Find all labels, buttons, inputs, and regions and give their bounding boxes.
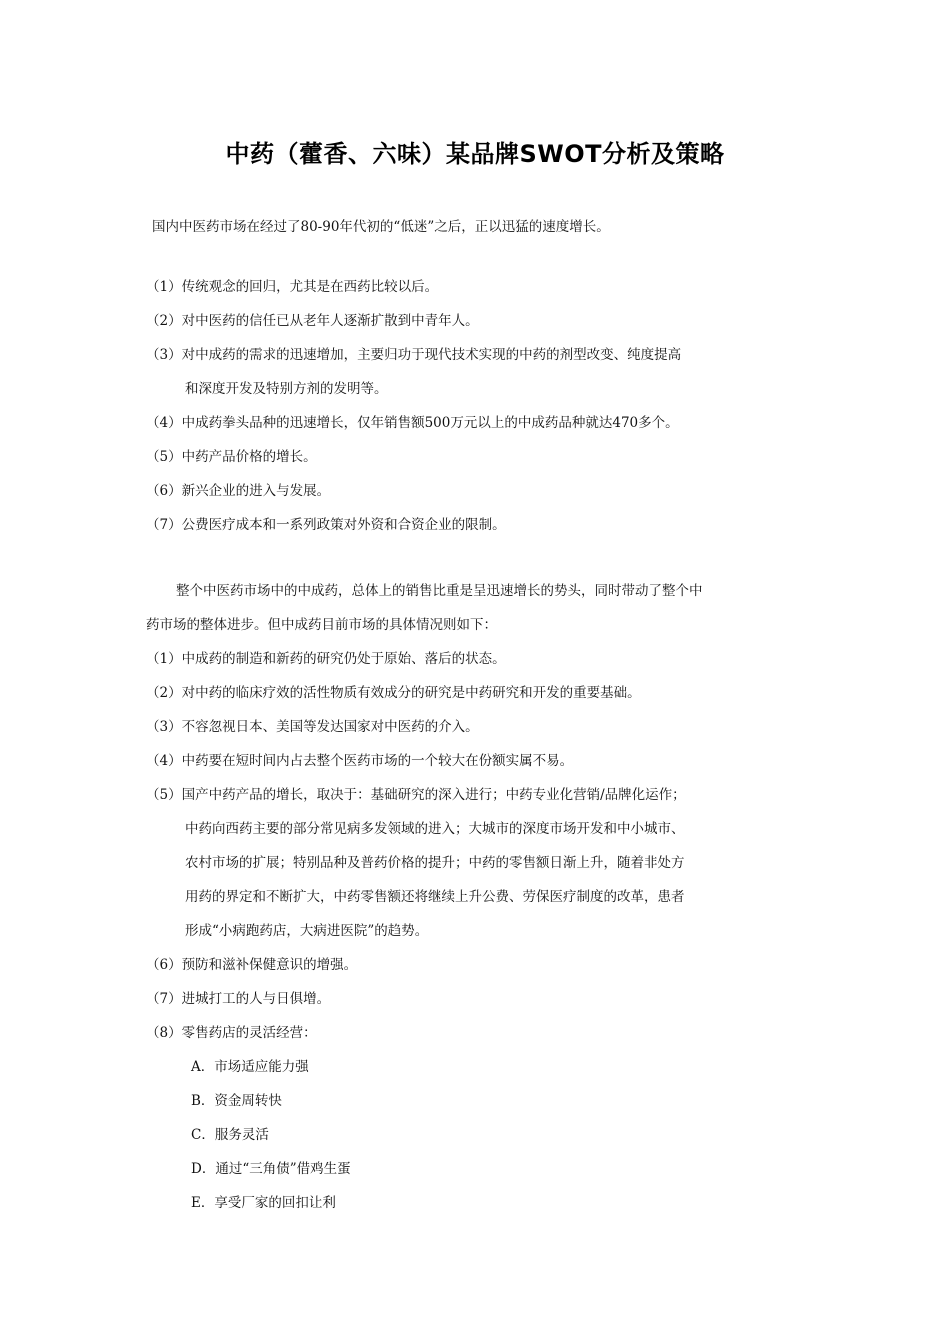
list-item: （3）不容忽视日本、美国等发达国家对中医药的介入。	[146, 719, 479, 735]
sub-list-item: D．通过“三角债”借鸡生蛋	[191, 1161, 351, 1177]
list-item: （3）对中成药的需求的迅速增加，主要归功于现代技术实现的中药的剂型改变、纯度提高	[146, 347, 682, 363]
paragraph-line: 药市场的整体进步。但中成药目前市场的具体情况则如下：	[146, 617, 497, 633]
sub-list-item: C．服务灵活	[191, 1127, 269, 1143]
continuation-text: 用药的界定和不断扩大，中药零售额还将继续上升公费、劳保医疗制度的改革，患者	[185, 889, 685, 905]
sub-list-item: A．市场适应能力强	[191, 1059, 309, 1075]
list-item-continuation	[146, 812, 846, 846]
continuation-text: 中药向西药主要的部分常见病多发领域的进入；大城市的深度市场开发和中小城市、	[185, 821, 685, 837]
list-item: （6）新兴企业的进入与发展。	[146, 483, 331, 499]
continuation-text: 形成“小病跑药店，大病进医院”的趋势。	[185, 923, 429, 939]
market-situation-section	[146, 574, 846, 1220]
list-item: （8）零售药店的灵活经营：	[146, 1025, 317, 1041]
sub-list-item: E．享受厂家的回扣让利	[191, 1195, 336, 1211]
list-item: （7）进城打工的人与日俱增。	[146, 991, 331, 1007]
page-title: 中药（藿香、六味）某品牌SWOT分析及策略	[225, 140, 725, 168]
continuation-text: 农村市场的扩展；特别品种及普药价格的提升；中药的零售额日渐上升，随着非处方	[185, 855, 685, 871]
list-item-continuation	[146, 880, 846, 914]
intro-paragraph: 国内中医药市场在经过了80-90年代初的“低迷”之后，正以迅猛的速度增长。	[152, 219, 610, 235]
list-item: （7）公费医疗成本和一系列政策对外资和合资企业的限制。	[146, 517, 506, 533]
continuation-text: 和深度开发及特别方剂的发明等。	[185, 381, 388, 397]
list-item: （6）预防和滋补保健意识的增强。	[146, 957, 358, 973]
list-item: （2）对中医药的信任已从老年人逐渐扩散到中青年人。	[146, 313, 479, 329]
list-item: （4）中成药拳头品种的迅速增长，仅年销售额500万元以上的中成药品种就达470多个。	[146, 415, 679, 431]
sub-list-item: B．资金周转快	[191, 1093, 282, 1109]
market-growth-list	[146, 270, 846, 542]
list-item-continuation	[146, 914, 846, 948]
list-item: （5）中药产品价格的增长。	[146, 449, 317, 465]
list-item-continuation	[146, 846, 846, 880]
list-item: （2）对中药的临床疗效的活性物质有效成分的研究是中药研究和开发的重要基础。	[146, 685, 641, 701]
list-item: （4）中药要在短时间内占去整个医药市场的一个较大在份额实属不易。	[146, 753, 574, 769]
list-item-continuation	[146, 372, 846, 406]
paragraph-line: 整个中医药市场中的中成药，总体上的销售比重是呈迅速增长的势头，同时带动了整个中	[176, 583, 703, 599]
list-item: （1）传统观念的回归，尤其是在西药比较以后。	[146, 279, 439, 295]
list-item: （5）国产中药产品的增长，取决于：基础研究的深入进行；中药专业化营销/品牌化运作；	[146, 787, 686, 803]
list-item: （1）中成药的制造和新药的研究仍处于原始、落后的状态。	[146, 651, 506, 667]
